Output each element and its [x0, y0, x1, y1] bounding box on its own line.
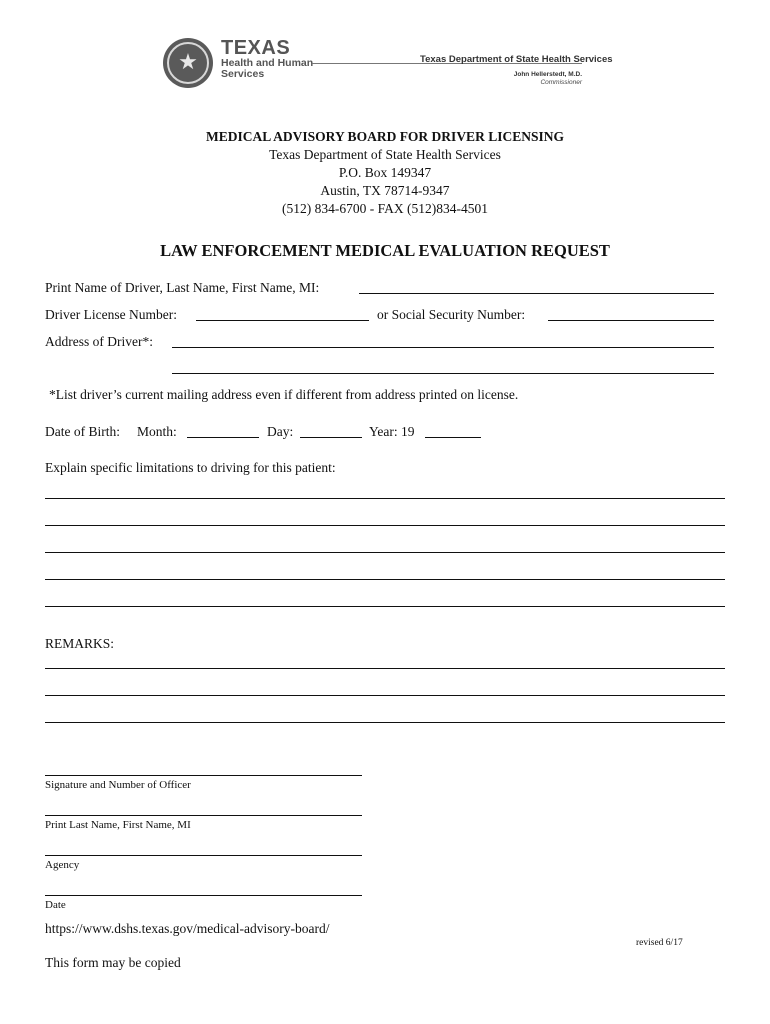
revised-note: revised 6/17: [636, 938, 683, 948]
dob-month-field[interactable]: [187, 437, 259, 438]
officer-name-label: Print Last Name, First Name, MI: [45, 819, 191, 831]
dob-year-field[interactable]: [425, 437, 481, 438]
address-field-line1[interactable]: [172, 347, 714, 348]
limitations-label: Explain specific limitations to driving for this patient:: [45, 460, 336, 475]
hhs-logo-line3: Services: [221, 68, 265, 80]
board-city: Austin, TX 78714-9347: [320, 183, 450, 198]
signature-field[interactable]: [45, 775, 362, 776]
dob-label: Date of Birth:: [45, 424, 120, 439]
limitations-field-line5[interactable]: [45, 606, 725, 607]
hhs-logo-subtitle: [221, 58, 313, 80]
hhs-logo-title: TEXAS: [221, 37, 291, 59]
agency-label: Agency: [45, 859, 80, 871]
commissioner-title: Commissioner: [540, 79, 582, 86]
texas-seal-icon: ★: [163, 38, 213, 88]
agency-field[interactable]: [45, 855, 362, 856]
address-note: *List driver’s current mailing address even if different from address printed on license.: [49, 387, 519, 402]
address-field-line2[interactable]: [172, 373, 714, 374]
limitations-field-line2[interactable]: [45, 525, 725, 526]
hhs-logo-line2: Health and Human: [221, 57, 314, 69]
dob-month-label: Month:: [137, 424, 177, 439]
remarks-field-line2[interactable]: [45, 695, 725, 696]
board-department: Texas Department of State Health Services: [269, 147, 501, 162]
license-number-field[interactable]: [196, 320, 369, 321]
limitations-field-line4[interactable]: [45, 579, 725, 580]
remarks-label: REMARKS:: [45, 636, 115, 651]
limitations-field-line3[interactable]: [45, 552, 725, 553]
signature-label: Signature and Number of Officer: [45, 779, 191, 791]
ssn-field[interactable]: [548, 320, 714, 321]
driver-name-label: Print Name of Driver, Last Name, First Name, MI:: [45, 280, 320, 295]
date-field[interactable]: [45, 895, 362, 896]
ssn-label: or Social Security Number:: [377, 307, 526, 322]
form-title: LAW ENFORCEMENT MEDICAL EVALUATION REQUEST: [160, 241, 610, 260]
remarks-field-line3[interactable]: [45, 722, 725, 723]
board-phone-fax: (512) 834-6700 - FAX (512)834-4501: [282, 201, 488, 216]
dob-day-label: Day:: [267, 424, 294, 439]
limitations-field-line1[interactable]: [45, 498, 725, 499]
dob-year-label: Year: 19: [369, 424, 415, 439]
footer-url-link[interactable]: https://www.dshs.texas.gov/medical-advisory-board/: [45, 921, 330, 936]
board-name: MEDICAL ADVISORY BOARD FOR DRIVER LICENSING: [206, 129, 564, 144]
remarks-field-line1[interactable]: [45, 668, 725, 669]
copy-note: This form may be copied: [45, 955, 181, 970]
driver-name-field[interactable]: [359, 293, 714, 294]
dob-day-field[interactable]: [300, 437, 362, 438]
address-label: Address of Driver*:: [45, 334, 153, 349]
officer-name-field[interactable]: [45, 815, 362, 816]
date-label: Date: [45, 899, 66, 911]
board-po-box: P.O. Box 149347: [338, 165, 432, 180]
header-department: Texas Department of State Health Services: [420, 54, 613, 65]
commissioner-name: John Hellerstedt, M.D.: [513, 71, 582, 78]
license-label: Driver License Number:: [45, 307, 177, 322]
